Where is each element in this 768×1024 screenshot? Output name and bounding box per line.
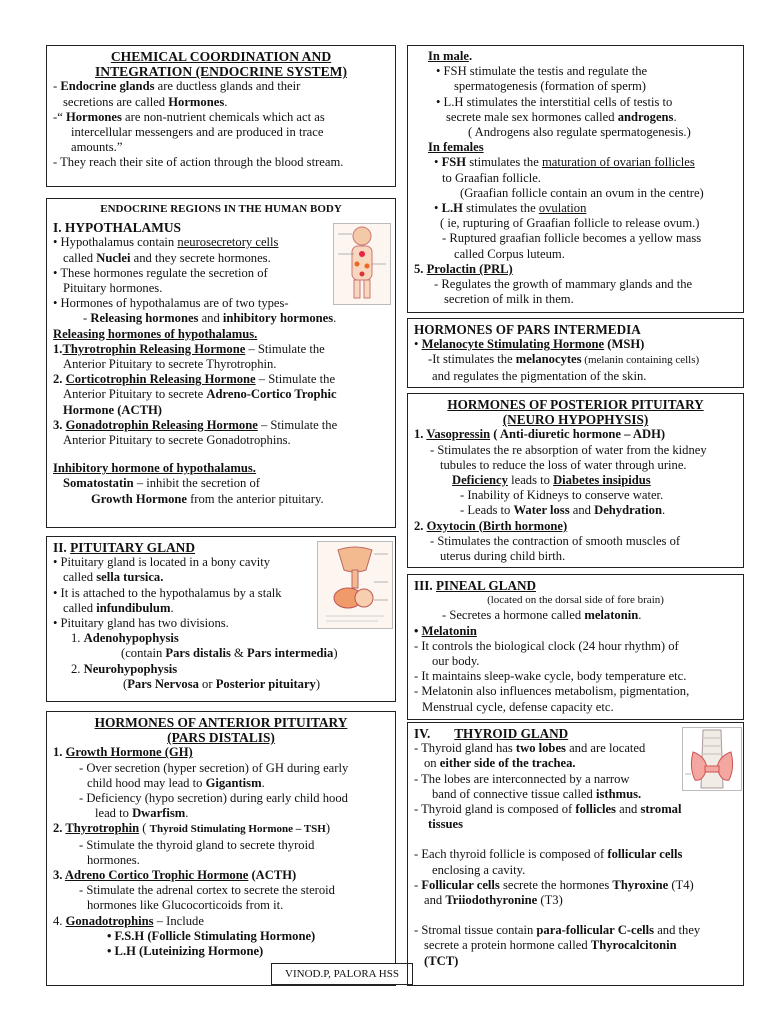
pituitary-line: (Pars Nervosa or Posterior pituitary) [123, 676, 321, 691]
anterior-pituitary-box [46, 711, 396, 986]
gonadotrophins-item: • L.H (Luteinizing Hormone) [107, 944, 264, 959]
pineal-line: - Melatonin also influences metabolism, pigmentation, [414, 684, 690, 699]
acth-line: hormones like Glucocorticoids from it. [87, 898, 284, 913]
inhibitory-heading: Inhibitory hormone of hypothalamus. [53, 461, 256, 476]
pituitary-line: 1. Adenohypophysis [71, 631, 179, 646]
releasing-item: Hormone (ACTH) [63, 402, 162, 417]
regions-title: ENDOCRINE REGIONS IN THE HUMAN BODY [100, 203, 342, 215]
inhibitory-item: Somatostatin – inhibit the secretion of [63, 476, 260, 491]
hypo-line: Pituitary hormones. [63, 281, 163, 296]
thyroid-line: enclosing a cavity. [432, 862, 526, 877]
male-line: ( Androgens also regulate spermatogenesis.) [468, 125, 691, 140]
tsh-heading: 2. Thyrotrophin ( Thyroid Stimulating Hormone – TSH) [53, 821, 331, 836]
female-line: called Corpus luteum. [454, 246, 565, 261]
msh-line: • Melanocyte Stimulating Hormone (MSH) [414, 337, 645, 352]
hypo-line: - Releasing hormones and inhibitory hormones. [83, 311, 337, 326]
thyroid-box [407, 722, 744, 986]
intro-line: intercellular messengers and are produced in trace [71, 125, 324, 140]
gonadotrophin-actions-box [407, 45, 744, 313]
male-line: • FSH stimulate the testis and regulate the [436, 64, 648, 79]
gh-line: - Deficiency (hypo secretion) during early child hood [79, 791, 348, 806]
female-line: • FSH stimulates the maturation of ovarian follicles [434, 155, 695, 170]
acth-heading: 3. Adreno Cortico Trophic Hormone (ACTH) [53, 868, 297, 883]
thyroid-line: on either side of the trachea. [424, 756, 576, 771]
pituitary-heading: II. PITUITARY GLAND [53, 540, 196, 555]
thyroid-line: band of connective tissue called isthmus. [432, 786, 642, 801]
intro-line: - They reach their site of action through the blood stream. [53, 155, 344, 170]
gh-line: child hood may lead to Gigantism. [87, 775, 265, 790]
male-line: spermatogenesis (formation of sperm) [454, 79, 646, 94]
intro-line: amounts.” [71, 140, 123, 155]
vasopressin-line: - Leads to Water loss and Dehydration. [460, 503, 666, 518]
thyroid-line: - Each thyroid follicle is composed of follicular cells [414, 847, 683, 862]
hypo-line: • Hypothalamus contain neurosecretory cells [53, 235, 279, 250]
pituitary-line: 2. Neurohypophysis [71, 661, 178, 676]
vasopressin-heading: 1. Vasopressin ( Anti-diuretic hormone – ADH) [414, 427, 666, 442]
msh-line: -It stimulates the melanocytes (melanin containing cells) [428, 352, 700, 367]
pineal-line: our body. [432, 654, 480, 669]
gonadotrophins-item: • F.S.H (Follicle Stimulating Hormone) [107, 928, 316, 943]
anterior-title-1: HORMONES OF ANTERIOR PITUITARY [94, 715, 348, 730]
pineal-heading: III. PINEAL GLAND [414, 578, 537, 593]
female-line: to Graafian follicle. [442, 170, 541, 185]
thyroid-line: (TCT) [424, 953, 459, 968]
pituitary-diagram [317, 541, 393, 629]
thyroid-line: and Triiodothyronine (T3) [424, 893, 563, 908]
female-heading: In females [428, 140, 484, 155]
thyroid-heading: IV. THYROID GLAND [414, 726, 569, 741]
thyroid-line: - Thyroid gland is composed of follicles and stromal [414, 802, 682, 817]
oxytocin-heading: 2. Oxytocin (Birth hormone) [414, 518, 568, 533]
msh-line: and regulates the pigmentation of the skin. [432, 368, 647, 383]
prolactin-line: secretion of milk in them. [444, 292, 574, 307]
pineal-line: - It controls the biological clock (24 hour rhythm) of [414, 638, 679, 653]
releasing-heading: Releasing hormones of hypothalamus. [53, 326, 258, 341]
pituitary-line: (contain Pars distalis & Pars intermedia) [121, 646, 338, 661]
oxytocin-line: - Stimulates the contraction of smooth muscles of [430, 533, 681, 548]
oxytocin-line: uterus during child birth. [440, 549, 566, 564]
female-line: ( ie, rupturing of Graafian follicle to release ovum.) [440, 216, 700, 231]
hypo-line: called Nuclei and they secrete hormones. [63, 250, 271, 265]
male-line: • L.H stimulates the interstitial cells of testis to [436, 94, 673, 109]
acth-line: - Stimulate the adrenal cortex to secrete the steroid [79, 883, 335, 898]
female-line: - Ruptured graafian follicle becomes a yellow mass [442, 231, 702, 246]
pars-intermedia-box [407, 318, 744, 388]
releasing-item: 3. Gonadotrophin Releasing Hormone – Stimulate the [53, 417, 338, 432]
thyroid-diagram [682, 727, 742, 791]
thyroid-line: secrete a protein hormone called Thyrocalcitonin [424, 938, 677, 953]
thyroid-line: - The lobes are interconnected by a narrow [414, 771, 630, 786]
pituitary-line: • Pituitary gland is located in a bony cavity [53, 555, 271, 570]
endocrine-regions-box [46, 198, 396, 528]
vasopressin-line: tubules to reduce the loss of water through urine. [440, 457, 687, 472]
anterior-title-2: (PARS DISTALIS) [167, 730, 275, 746]
vasopressin-line: - Stimulates the re absorption of water from the kidney [430, 442, 707, 457]
pituitary-box [46, 536, 396, 702]
releasing-item: Anterior Pituitary to secrete Adreno-Cortico Trophic [63, 387, 337, 402]
releasing-item: 2. Corticotrophin Releasing Hormone – Stimulate the [53, 372, 336, 387]
posterior-title-2: (NEURO HYPOPHYSIS) [502, 412, 649, 428]
posterior-title-1: HORMONES OF POSTERIOR PITUITARY [447, 397, 704, 412]
pituitary-line: called sella tursica. [63, 570, 164, 585]
male-line: secrete male sex hormones called androgens. [446, 109, 677, 124]
gh-line: lead to Dwarfism. [95, 806, 189, 821]
pars-intermedia-title: HORMONES OF PARS INTERMEDIA [414, 322, 641, 337]
vasopressin-line: Deficiency leads to Diabetes insipidus [452, 473, 651, 488]
pituitary-line: • Pituitary gland has two divisions. [53, 616, 229, 631]
inhibitory-item: Growth Hormone from the anterior pituitary. [91, 491, 324, 506]
female-line: • L.H stimulates the ovulation [434, 201, 587, 216]
hypothalamus-heading: I. HYPOTHALAMUS [53, 220, 181, 236]
tsh-line: hormones. [87, 852, 140, 867]
thyroid-line: - Stromal tissue contain para-follicular C-cells and they [414, 923, 701, 938]
gh-heading: 1. Growth Hormone (GH) [53, 745, 193, 760]
thyroid-line: - Thyroid gland has two lobes and are located [414, 741, 646, 756]
vasopressin-line: - Inability of Kidneys to conserve water. [460, 488, 664, 503]
intro-box [46, 45, 396, 187]
gonadotrophins-heading: 4. Gonadotrophins – Include [53, 913, 204, 928]
thyroid-line: tissues [428, 817, 463, 832]
pineal-line: - It maintains sleep-wake cycle, body temperature etc. [414, 669, 687, 684]
intro-line: -“ Hormones are non-nutrient chemicals which act as [53, 109, 325, 124]
hypo-line: • Hormones of hypothalamus are of two types- [53, 296, 289, 311]
intro-title-1: CHEMICAL COORDINATION AND [110, 49, 332, 64]
intro-line: secretions are called Hormones. [63, 94, 228, 109]
pituitary-line: called infundibulum. [63, 600, 174, 615]
pineal-box [407, 574, 744, 720]
gh-line: - Over secretion (hyper secretion) of GH during early [79, 760, 349, 775]
intro-title-2: INTEGRATION (ENDOCRINE SYSTEM) [94, 64, 348, 80]
prolactin-heading: 5. Prolactin (PRL) [414, 261, 513, 276]
pineal-location: (located on the dorsal side of fore brain) [487, 594, 664, 607]
melatonin-heading: • Melatonin [414, 623, 477, 638]
hypo-line: • These hormones regulate the secretion of [53, 265, 268, 280]
releasing-item: Anterior Pituitary to secrete Gonadotrophins. [63, 433, 291, 448]
tsh-line: - Stimulate the thyroid gland to secrete thyroid [79, 837, 315, 852]
posterior-pituitary-box [407, 393, 744, 568]
pituitary-line: • It is attached to the hypothalamus by a stalk [53, 585, 282, 600]
intro-line: - Endocrine glands are ductless glands and their [53, 79, 301, 94]
pineal-line: - Secretes a hormone called melatonin. [442, 608, 642, 623]
male-heading: In male. [428, 49, 473, 63]
pineal-line: Menstrual cycle, defense capacity etc. [422, 699, 614, 714]
prolactin-line: - Regulates the growth of mammary glands and the [434, 277, 693, 292]
hypothalamus-diagram [333, 223, 391, 305]
author-footer: VINOD.P, PALORA HSS [271, 963, 413, 985]
female-line: (Graafian follicle contain an ovum in the centre) [460, 185, 704, 200]
releasing-item: 1.Thyrotrophin Releasing Hormone – Stimulate the [53, 341, 325, 356]
releasing-item: Anterior Pituitary to secrete Thyrotrophin. [63, 357, 277, 372]
thyroid-line: - Follicular cells secrete the hormones Thyroxine (T4) [414, 877, 694, 892]
